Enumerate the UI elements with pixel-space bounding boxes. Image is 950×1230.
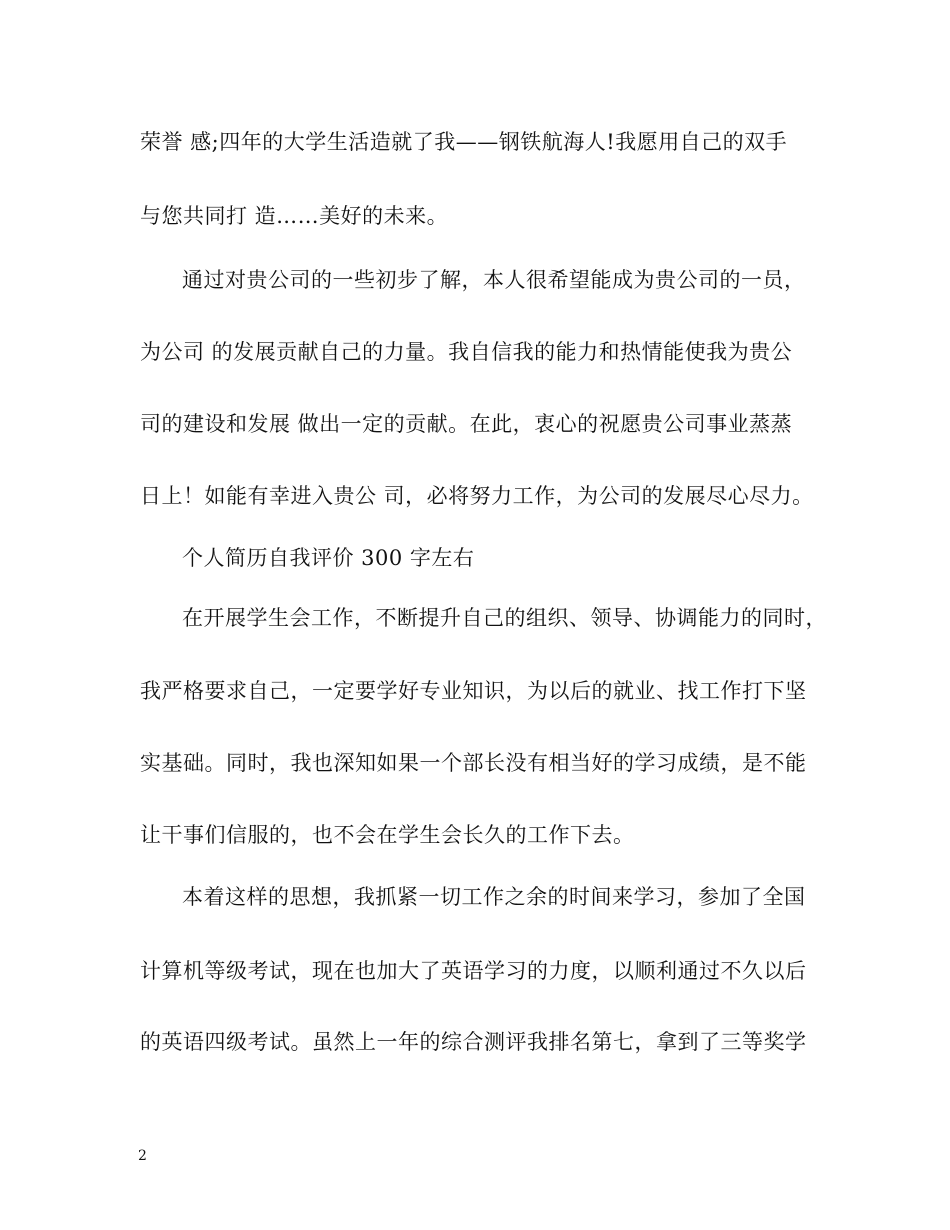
page-number: 2 [138,1148,147,1164]
text-line: 本着这样的思想，我抓紧一切工作之余的时间来学习，参加了全国 [182,885,806,909]
text-line: 为公司 的发展贡献自己的力量。我自信我的能力和热情能使我为贵公 [140,340,793,364]
text-line: 司的建设和发展 做出一定的贡献。在此，衷心的祝愿贵公司事业蒸蒸 [140,412,793,436]
text-line: 与您共同打 造……美好的未来。 [140,204,449,228]
text-line: 实基础。同时，我也深知如果一个部长没有相当好的学习成绩，是不能 [140,751,807,775]
text-line: 荣誉 感;四年的大学生活造就了我——钢铁航海人!我愿用自己的双手 [140,130,788,154]
text-line: 日上！如能有幸进入贵公 司，必将努力工作，为公司的发展尽心尽力。 [140,484,814,508]
text-line: 通过对贵公司的一些初步了解，本人很希望能成为贵公司的一员， [182,268,806,292]
section-heading: 个人简历自我评价 300 字左右 [182,546,475,570]
text-line: 让干事们信服的，也不会在学生会长久的工作下去。 [140,823,635,847]
text-line: 在开展学生会工作，不断提升自己的组织、领导、协调能力的同时， [182,606,827,630]
text-line: 我严格要求自己，一定要学好专业知识，为以后的就业、找工作打下坚 [140,679,807,703]
text-line: 计算机等级考试，现在也加大了英语学习的力度，以顺利通过不久以后 [140,959,807,983]
text-line: 的英语四级考试。虽然上一年的综合测评我排名第七，拿到了三等奖学 [140,1030,807,1054]
